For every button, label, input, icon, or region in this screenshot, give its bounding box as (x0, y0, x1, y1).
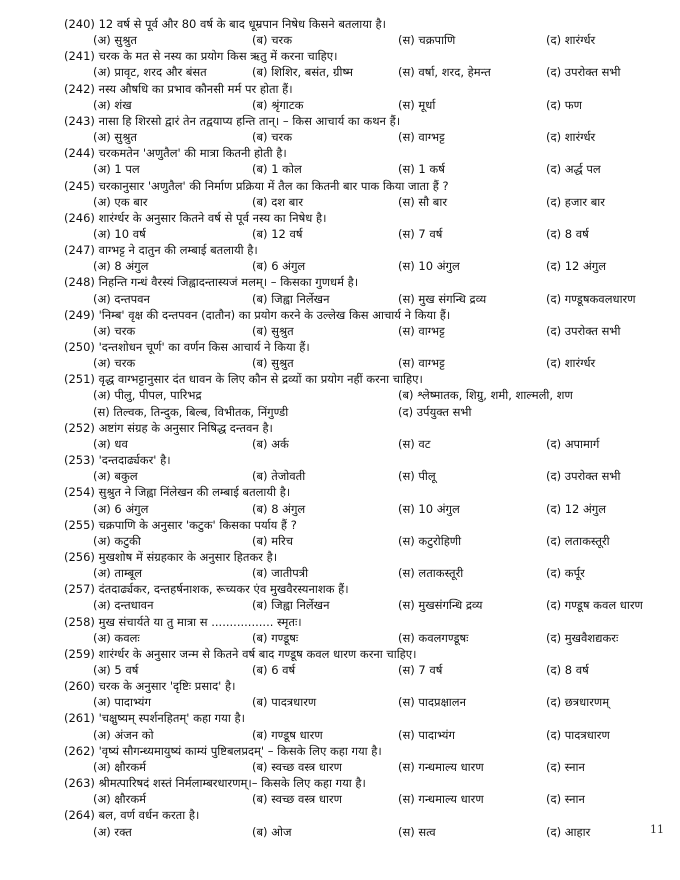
answer-option: (ब) तेजोवती (252, 469, 306, 484)
answer-option: (ब) पादत्रधारण (252, 695, 317, 710)
answer-option: (ब) जातीपत्री (252, 566, 309, 581)
answer-option: (ब) 6 अंगुल (252, 259, 306, 274)
question-text: (253) 'दन्तदार्ढ्यकर' है। (64, 453, 171, 468)
answer-option: (अ) 8 अंगुल (93, 259, 149, 274)
answer-option: (स) वाग्भट्ट (398, 323, 445, 338)
answer-option: (ब) अर्क (252, 436, 289, 451)
answer-option: (द) 8 वर्ष (546, 663, 589, 677)
answer-option: (द) 12 अंगुल (546, 501, 607, 516)
question-text: (245) चरकानुसार 'अणुतैल' की निर्माण प्रक्रिया में तैल का कितनी बार पाक किया जाता हैं ? (64, 178, 449, 193)
answer-option: (स) वाग्भट्ट (398, 356, 445, 371)
answer-option: (ब) श्लेष्मातक, शिग्रु, शमी, शाल्मली, शण (398, 388, 573, 403)
answer-option: (द) छत्रधारणम् (546, 695, 610, 710)
answer-option: (ब) 1 कोल (252, 162, 302, 177)
answer-option: (अ) दन्तधावन (93, 598, 154, 613)
answer-option: (ब) जिह्वा निर्लेखन (252, 598, 330, 613)
answer-option: (स) सौ बार (398, 194, 448, 209)
answer-option: (द) मुखवैशद्यकरः (546, 630, 619, 645)
answer-option: (द) आहार (546, 824, 591, 839)
answer-option: (स) मूर्धा (398, 97, 436, 112)
question-text: (259) शारंर्ग्धर के अनुसार जन्म से कितने वर्ष बाद गण्डूष कवल धारण करना चाहिए। (64, 646, 417, 661)
question-text: (246) शारंर्ग्धर के अनुसार कितने वर्ष से पूर्व नस्य का निषेध है। (64, 210, 327, 225)
answer-option: (अ) क्षौरकर्म (93, 792, 147, 807)
answer-option: (द) हजार बार (546, 194, 605, 209)
answer-option: (अ) शंख (93, 97, 132, 112)
answer-option: (स) 10 अंगुल (398, 259, 460, 274)
question-text: (241) चरक के मत से नस्य का प्रयोग किस ऋतु में करना चाहिए। (64, 49, 338, 64)
answer-option: (ब) जिह्वा निर्लेखन (252, 291, 330, 306)
answer-option: (द) अर्द्ध पल (546, 162, 601, 177)
answer-option: (ब) 12 वर्ष (252, 226, 303, 241)
answer-option: (द) उपरोक्त सभी (546, 469, 621, 484)
answer-option: (अ) चरक (93, 323, 136, 338)
answer-option: (द) शारंर्ग्धर (546, 356, 596, 371)
question-text: (257) दंतदार्ढ्यकर, दन्तहर्षनाशक, रूच्यकर एंव मुखवैरस्यनाशक हैं। (64, 582, 349, 597)
answer-option: (स) 7 वर्ष (398, 226, 443, 241)
answer-option: (अ) सुश्रुत (93, 130, 137, 145)
question-text: (240) 12 वर्ष से पूर्व और 80 वर्ष के बाद धूम्रपान निषेध किसने बतलाया है। (64, 17, 386, 31)
answer-option: (अ) क्षौरकर्म (93, 759, 147, 774)
question-text: (261) 'चक्षुष्यम् स्पर्शनहितम्' कहा गया है। (64, 711, 245, 726)
answer-option: (स) कवलगण्डूषः (398, 630, 469, 645)
answer-option: (द) स्नान (546, 792, 585, 807)
answer-option: (स) 10 अंगुल (398, 501, 460, 516)
answer-option: (ब) दश बार (252, 194, 304, 209)
answer-option: (ब) श्रृंगाटक (252, 97, 304, 112)
answer-option: (ब) 6 वर्ष (252, 663, 296, 677)
question-text: (263) श्रीमत्पारिषदं शस्तं निर्मलाम्बरधारणम्।– किसके लिए कहा गया है। (64, 776, 366, 791)
answer-option: (अ) पीलु, पीपल, पारिभद्र (93, 388, 202, 403)
answer-option: (ब) गण्डूषः (252, 630, 299, 645)
answer-option: (द) उपरोक्त सभी (546, 323, 621, 338)
question-text: (250) 'दन्तशोधन चूर्ण' का वर्णन किस आचार्य ने किया हैं। (64, 340, 310, 354)
answer-option: (स) गन्धमाल्य धारण (398, 759, 484, 774)
answer-option: (द) 12 अंगुल (546, 259, 607, 274)
question-text: (252) अष्टांग संग्रह के अनुसार निषिद्ध दन्तवन है। (64, 420, 273, 435)
answer-option: (अ) ताम्बूल (93, 566, 143, 581)
question-text: (243) नासा हि शिरसो द्वारं तेन तद्वयाप्य हन्ति तान्। – किस आचार्य का कथन हैं। (64, 113, 401, 128)
answer-option: (द) शारंर्ग्धर (546, 33, 596, 48)
answer-option: (द) 8 वर्ष (546, 226, 589, 241)
question-text: (251) वृद्ध वाग्भट्टानुसार दंत धावन के लिए कौन से द्रव्यों का प्रयोग नहीं करना चाहिए। (64, 372, 423, 387)
answer-option: (अ) रक्त (93, 824, 132, 839)
answer-option: (ब) गण्डूष धारण (252, 727, 323, 742)
answer-option: (अ) 1 पल (93, 162, 140, 177)
answer-option: (ब) चरक (252, 130, 293, 145)
answer-option: (द) अपामार्ग (546, 436, 600, 451)
answer-option: (अ) बकुल (93, 469, 138, 484)
answer-option: (ब) मरिच (252, 533, 294, 548)
answer-option: (द) गण्डूष कवल धारण (546, 598, 643, 613)
answer-option: (स) 7 वर्ष (398, 663, 443, 677)
answer-option: (द) लताकस्तूरी (546, 533, 610, 548)
answer-option: (स) लताकस्तूरी (398, 566, 464, 581)
answer-option: (स) वर्षा, शरद, हेमन्त (398, 65, 491, 80)
answer-option: (अ) अंजन को (93, 727, 154, 742)
answer-option: (स) सत्व (398, 824, 436, 839)
question-text: (248) निहन्ति गन्धं वैरस्यं जिह्वादन्तास्यजं मलम्। – किसका गुणधर्म है। (64, 275, 359, 290)
answer-option: (ब) 8 अंगुल (252, 501, 306, 516)
answer-option: (ब) ओज (252, 824, 292, 839)
answer-option: (द) उर्पयुक्त सभी (398, 404, 472, 419)
question-text: (262) 'वृष्यं सौगन्ध्यमायुष्यं काम्यं पुष्टिबलप्रदम्' – किसके लिए कहा गया है। (64, 743, 382, 758)
answer-option: (अ) कटुकी (93, 533, 141, 548)
answer-option: (स) 1 कर्ष (398, 162, 445, 177)
answer-option: (द) पादत्रधारण (546, 727, 610, 742)
answer-option: (स) कटुरोहिणी (398, 533, 462, 548)
answer-option: (स) वाग्भट्ट (398, 130, 445, 145)
answer-option: (अ) चरक (93, 356, 136, 371)
answer-option: (स) चक्रपाणि (398, 33, 456, 48)
answer-option: (ब) सुश्रुत (252, 356, 294, 371)
answer-option: (अ) 6 अंगुल (93, 501, 149, 516)
answer-option: (अ) प्रावृट, शरद और बंसत (93, 65, 207, 80)
question-text: (258) मुख संचार्यते या तु मात्रा स ................. स्मृतः। (64, 614, 302, 629)
answer-option: (स) तिल्वक, तिन्दुक, बिल्ब, विभीतक, निंगुण्डी (93, 404, 289, 419)
answer-option: (द) स्नान (546, 759, 585, 774)
answer-option: (द) कर्पूर (546, 566, 585, 581)
question-text: (247) वाग्भट्ट ने दातुन की लम्बाई बतलायी है। (64, 243, 258, 258)
answer-option: (द) उपरोक्त सभी (546, 65, 621, 80)
answer-option: (स) गन्धमाल्य धारण (398, 792, 484, 807)
answer-option: (द) फण (546, 97, 582, 112)
answer-option: (अ) एक बार (93, 194, 148, 209)
question-text: (254) सुश्रुत ने जिह्वा निंलेखन की लम्बाई बतलायी है। (64, 485, 291, 500)
question-text: (242) नस्य औषधि का प्रभाव कौनसी मर्म पर होता हैं। (64, 81, 293, 96)
answer-option: (ब) सुश्रुत (252, 323, 294, 338)
answer-option: (अ) पादाभ्यंग (93, 695, 151, 710)
answer-option: (अ) कवलः (93, 630, 140, 645)
page-number: 11 (650, 823, 664, 836)
answer-option: (ब) शिशिर, बसंत, ग्रीष्म (252, 65, 353, 80)
answer-option: (द) गण्डूषकवलधारण (546, 291, 636, 306)
answer-option: (ब) स्वच्छ वस्त्र धारण (252, 759, 342, 774)
answer-option: (अ) धव (93, 436, 128, 451)
answer-option: (स) वट (398, 436, 431, 451)
answer-option: (स) मुख संगन्धि द्रव्य (398, 291, 487, 306)
answer-option: (ब) चरक (252, 33, 293, 48)
answer-option: (स) पीलू (398, 469, 436, 484)
answer-option: (अ) सुश्रुत (93, 33, 137, 48)
answer-option: (अ) 10 वर्ष (93, 226, 146, 241)
answer-option: (अ) 5 वर्ष (93, 663, 139, 677)
question-text: (260) चरक के अनुसार 'दृष्टिः प्रसाद' है। (64, 679, 236, 694)
question-text: (264) बल, वर्ण वर्धन करता है। (64, 808, 200, 823)
question-text: (256) मुखशोष में संग्रहकार के अनुसार हितकर है। (64, 549, 278, 564)
question-text: (255) चक्रपाणि के अनुसार 'कटुक' किसका पर्याय हैं ? (64, 517, 297, 532)
answer-option: (स) पादाभ्यंग (398, 727, 455, 742)
answer-option: (ब) स्वच्छ वस्त्र धारण (252, 792, 342, 807)
answer-option: (स) मुखसंगन्धि द्रव्य (398, 598, 483, 613)
answer-option: (द) शारंर्ग्धर (546, 130, 596, 145)
question-text: (244) चरकमतेन 'अणुतैल' की मात्रा कितनी होती है। (64, 146, 287, 161)
answer-option: (स) पादप्रक्षालन (398, 695, 466, 710)
answer-option: (अ) दन्तपवन (93, 291, 150, 306)
question-text: (249) 'निम्ब' वृक्ष की दन्तपवन (दातौन) का प्रयोग करने के उल्लेख किस आचार्य ने किया हैं। (64, 307, 451, 322)
